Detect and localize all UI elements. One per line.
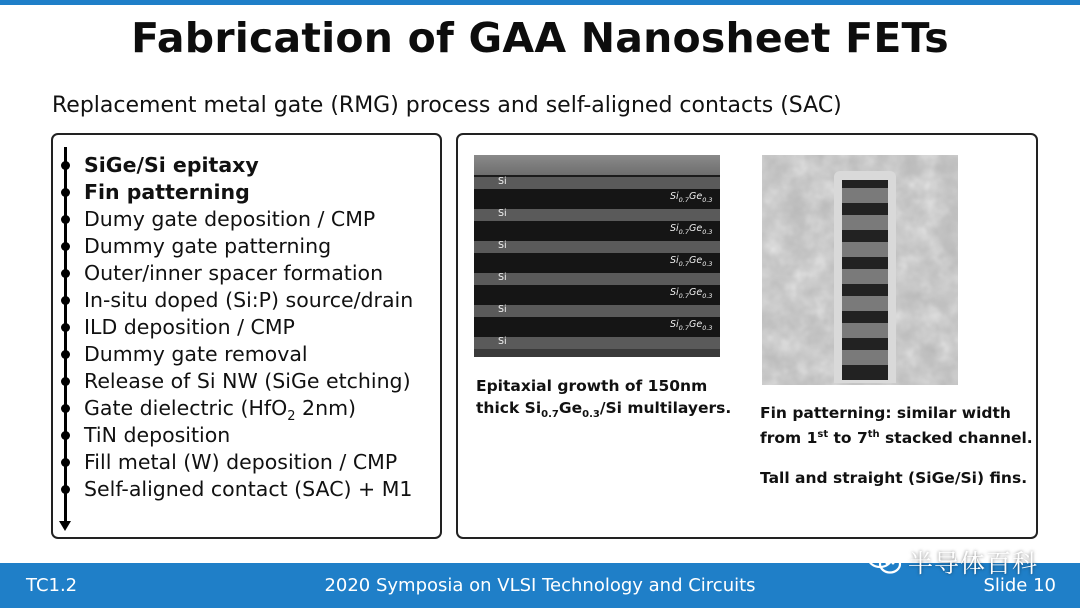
timeline-dot-icon <box>61 215 70 224</box>
fin-channel-band <box>842 323 888 338</box>
process-step: SiGe/Si epitaxy <box>53 152 442 179</box>
timeline-dot-icon <box>61 377 70 386</box>
si-layer <box>474 273 720 285</box>
sige-layer <box>474 285 720 305</box>
timeline-dot-icon <box>61 458 70 467</box>
timeline-dot-icon <box>61 296 70 305</box>
si-layer <box>474 337 720 349</box>
fin-channel-band <box>842 350 888 365</box>
fin-channel-band <box>842 269 888 284</box>
sige-layer-label: $Si_{0.7}Ge_{0.3}$ <box>670 255 713 268</box>
fin-channel-band <box>842 188 888 203</box>
sige-si-multilayer-image <box>474 155 720 357</box>
timeline-dot-icon <box>61 269 70 278</box>
sige-layer <box>474 253 720 273</box>
process-step: Release of Si NW (SiGe etching) <box>53 368 442 395</box>
timeline-dot-icon <box>61 485 70 494</box>
process-step: ILD deposition / CMP <box>53 314 442 341</box>
epitaxy-caption: Epitaxial growth of 150nm thick $Si_{0.7}Ge_{0.3}/Si$ multilayers. <box>476 377 732 421</box>
process-step: In-situ doped (Si:P) source/drain <box>53 287 442 314</box>
fin-sem-image <box>762 155 958 385</box>
sige-layer-label: $Si_{0.7}Ge_{0.3}$ <box>670 319 713 332</box>
si-layer-label: Si <box>498 208 507 219</box>
substrate-layer <box>474 349 720 357</box>
timeline-dot-icon <box>61 404 70 413</box>
process-step: Outer/inner spacer formation <box>53 260 442 287</box>
fin-channel-band <box>842 242 888 257</box>
fin-patterning-caption: Fin patterning: similar width from 1st to 7th stacked channel. <box>760 404 1033 448</box>
si-layer-label: Si <box>498 272 507 283</box>
conference-name: 2020 Symposia on VLSI Technology and Circuits <box>324 575 756 596</box>
timeline-dot-icon <box>61 161 70 170</box>
fin-core <box>842 180 888 380</box>
process-step: Gate dielectric (HfO$_2$ 2nm) <box>53 395 442 422</box>
timeline-dot-icon <box>61 323 70 332</box>
process-step-list <box>53 152 442 503</box>
sige-layer <box>474 317 720 337</box>
fin-structure <box>834 171 896 383</box>
timeline-dot-icon <box>61 431 70 440</box>
si-layer <box>474 241 720 253</box>
timeline-dot-icon <box>61 350 70 359</box>
si-layer-label: Si <box>498 336 507 347</box>
fin-channel-band <box>842 215 888 230</box>
cap-layer <box>474 155 720 175</box>
si-layer <box>474 305 720 317</box>
process-step: Dummy gate removal <box>53 341 442 368</box>
timeline-arrow-icon <box>59 521 71 531</box>
process-flow-panel <box>51 133 442 539</box>
si-layer <box>474 177 720 189</box>
si-layer-label: Si <box>498 304 507 315</box>
fin-channel-band <box>842 296 888 311</box>
process-step: Fin patterning <box>53 179 442 206</box>
top-accent-rule <box>0 0 1080 5</box>
si-layer <box>474 209 720 221</box>
fins-caption: Tall and straight (SiGe/Si) fins. <box>760 469 1028 487</box>
process-step: Self-aligned contact (SAC) + M1 <box>53 476 442 503</box>
sige-layer <box>474 221 720 241</box>
watermark-text: 半导体百科 <box>908 549 1039 578</box>
watermark <box>866 543 1056 577</box>
sige-layer-label: $Si_{0.7}Ge_{0.3}$ <box>670 191 713 204</box>
images-panel <box>456 133 1038 539</box>
sige-layer <box>474 189 720 209</box>
process-step: TiN deposition <box>53 422 442 449</box>
slide-title: Fabrication of GAA Nanosheet FETs <box>131 14 949 62</box>
sige-layer-label: $Si_{0.7}Ge_{0.3}$ <box>670 287 713 300</box>
slide-subtitle: Replacement metal gate (RMG) process and self-aligned contacts (SAC) <box>52 93 842 118</box>
timeline-dot-icon <box>61 188 70 197</box>
process-step: Dumy gate deposition / CMP <box>53 206 442 233</box>
session-code: TC1.2 <box>26 575 78 596</box>
process-step: Fill metal (W) deposition / CMP <box>53 449 442 476</box>
si-layer-label: Si <box>498 240 507 251</box>
wechat-icon <box>866 545 902 575</box>
si-layer-label: Si <box>498 176 507 187</box>
process-step: Dummy gate patterning <box>53 233 442 260</box>
timeline-dot-icon <box>61 242 70 251</box>
sige-layer-label: $Si_{0.7}Ge_{0.3}$ <box>670 223 713 236</box>
slide-number: Slide 10 <box>983 575 1056 596</box>
